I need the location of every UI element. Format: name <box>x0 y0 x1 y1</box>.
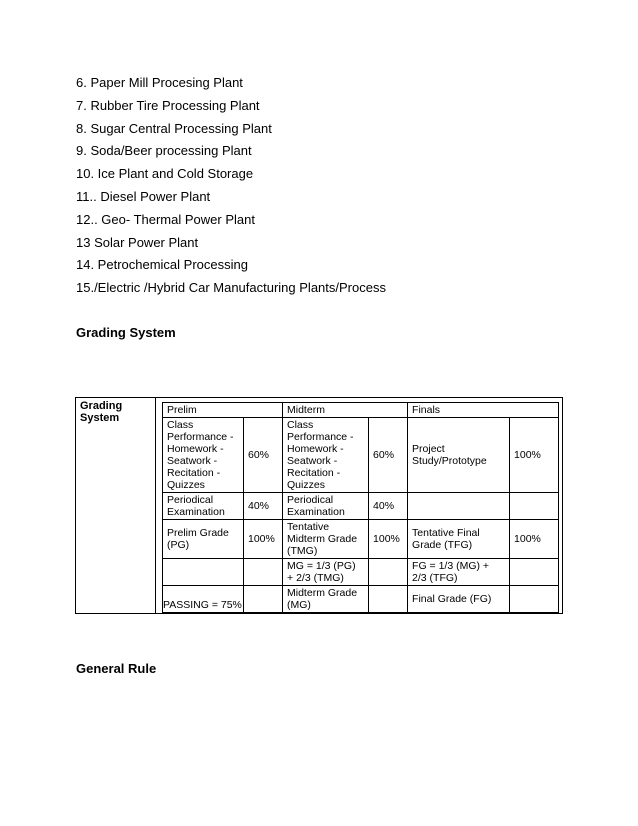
table-cell: Project Study/Prototype <box>408 418 510 493</box>
table-cell: Prelim Grade (PG) <box>163 520 244 559</box>
table-header-row <box>163 403 559 418</box>
table-cell: 100% <box>510 418 559 493</box>
header-finals: Finals <box>408 403 559 418</box>
table-cell: 60% <box>244 418 283 493</box>
list-item: 15./Electric /Hybrid Car Manufacturing Plants/Process <box>76 280 386 296</box>
table-cell: Midterm Grade (MG) <box>283 586 369 613</box>
list-item: 12.. Geo- Thermal Power Plant <box>76 211 255 227</box>
table-cell: 40% <box>244 493 283 520</box>
table-cell: 100% <box>244 520 283 559</box>
table-cell: MG = 1/3 (PG) + 2/3 (TMG) <box>283 559 369 586</box>
table-cell: 100% <box>369 520 408 559</box>
list-item: 6. Paper Mill Procesing Plant <box>76 75 243 90</box>
table-cell: Tentative Final Grade (TFG) <box>408 520 510 559</box>
general-rule-heading: General Rule <box>76 661 157 676</box>
header-midterm: Midterm <box>283 403 408 418</box>
table-cell <box>510 493 559 520</box>
grading-table-frame <box>75 397 563 614</box>
table-cell: Periodical Examination <box>283 493 369 520</box>
plant-list <box>76 72 386 300</box>
passing-note: PASSING = 75% <box>163 599 242 611</box>
grading-system-label: Grading System <box>80 400 123 424</box>
table-cell: Periodical Examination <box>163 493 244 520</box>
table-cell: 40% <box>369 493 408 520</box>
table-cell: Final Grade (FG) <box>408 586 510 613</box>
table-cell <box>163 559 244 586</box>
table-cell <box>369 559 408 586</box>
table-row <box>163 418 559 493</box>
list-item: 13 Solar Power Plant <box>76 234 199 250</box>
list-item: 9. Soda/Beer processing Plant <box>76 143 252 159</box>
table-cell <box>510 586 559 613</box>
list-item: 11.. Diesel Power Plant <box>76 188 211 204</box>
table-cell: Class Performance - Homework - Seatwork - Recitation - Quizzes <box>163 418 244 493</box>
list-item: 8. Sugar Central Processing Plant <box>76 120 272 136</box>
table-cell <box>244 586 283 613</box>
list-item: 14. Petrochemical Processing <box>76 257 248 273</box>
table-divider <box>155 398 156 613</box>
grading-system-heading: Grading System <box>76 325 176 340</box>
table-cell: 60% <box>369 418 408 493</box>
grading-table <box>162 402 559 613</box>
table-cell <box>510 559 559 586</box>
table-cell: 100% <box>510 520 559 559</box>
table-cell <box>369 586 408 613</box>
list-item: 7. Rubber Tire Processing Plant <box>76 97 260 113</box>
list-item: 10. Ice Plant and Cold Storage <box>76 166 254 182</box>
table-cell <box>408 493 510 520</box>
table-row <box>163 493 559 520</box>
table-cell: Class Performance - Homework - Seatwork - Recitation - Quizzes <box>283 418 369 493</box>
table-cell <box>244 559 283 586</box>
table-row <box>163 559 559 586</box>
table-cell: Tentative Midterm Grade (TMG) <box>283 520 369 559</box>
table-cell: FG = 1/3 (MG) + 2/3 (TFG) <box>408 559 510 586</box>
header-prelim: Prelim <box>163 403 283 418</box>
table-row <box>163 520 559 559</box>
